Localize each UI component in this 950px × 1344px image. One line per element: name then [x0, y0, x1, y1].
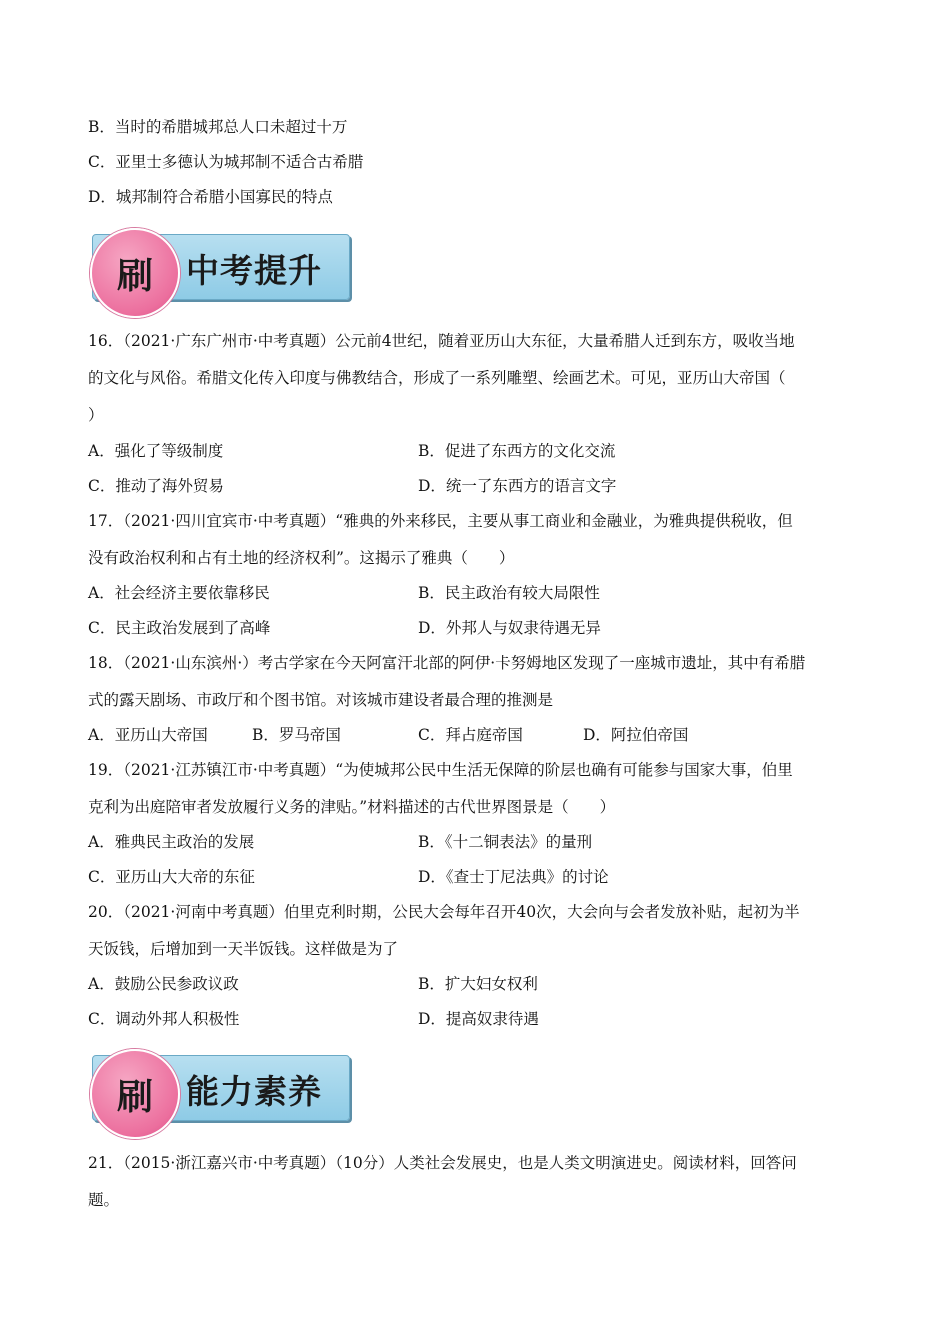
section-banner-nengli: [88, 1053, 350, 1123]
option-c-prev: C．亚里士多德认为城邦制不适合古希腊: [88, 153, 364, 171]
q16-option-c: C．推动了海外贸易: [88, 477, 224, 495]
q18-option-c: C．拜占庭帝国: [418, 726, 523, 744]
q20-option-a: A．鼓励公民参政议政: [88, 975, 239, 993]
question-19-line-2: 克利为出庭陪审者发放履行义务的津贴。”材料描述的古代世界图景是（ ）: [88, 798, 616, 816]
question-21-line-1: 21．（2015·浙江嘉兴市·中考真题）（10分）人类社会发展史，也是人类文明演进史。阅读材料，回答问: [88, 1154, 797, 1172]
question-20-line-1: 20．（2021·河南中考真题）伯里克利时期，公民大会每年召开40次，大会向与会者发放补贴，起初为半: [88, 903, 800, 921]
question-18-line-2: 式的露天剧场、市政厅和个图书馆。对该城市建设者最合理的推测是: [88, 691, 554, 709]
section-title: 能力素养: [186, 1072, 322, 1111]
q18-option-d: D．阿拉伯帝国: [583, 726, 689, 744]
option-d-prev: D．城邦制符合希腊小国寡民的特点: [88, 188, 333, 206]
q20-option-b: B．扩大妇女权利: [418, 975, 538, 993]
question-16-line-3: ）: [88, 406, 104, 424]
question-21-line-2: 题。: [88, 1191, 120, 1209]
q19-option-d: D．《查士丁尼法典》的讨论: [418, 868, 609, 886]
q19-option-b: B．《十二铜表法》的量刑: [418, 833, 593, 851]
q19-option-c: C．亚历山大大帝的东征: [88, 868, 255, 886]
question-19-line-1: 19．（2021·江苏镇江市·中考真题）“为使城邦公民中生活无保障的阶层也确有可能参与国家大事，伯里: [88, 761, 793, 779]
question-16-line-2: 的文化与风俗。希腊文化传入印度与佛教结合，形成了一系列雕塑、绘画艺术。可见，亚历山大帝国（: [88, 369, 786, 387]
q16-option-b: B．促进了东西方的文化交流: [418, 442, 616, 460]
section-banner-zhongkao: [88, 232, 350, 302]
badge-circle: 刷: [90, 228, 180, 318]
q17-option-d: D．外邦人与奴隶待遇无异: [418, 619, 601, 637]
question-20-line-2: 天饭钱，后增加到一天半饭钱。这样做是为了: [88, 940, 399, 958]
q17-option-c: C．民主政治发展到了高峰: [88, 619, 271, 637]
section-title: 中考提升: [186, 251, 322, 290]
q16-option-d: D．统一了东西方的语言文字: [418, 477, 617, 495]
q20-option-d: D．提高奴隶待遇: [418, 1010, 539, 1028]
q18-option-b: B．罗马帝国: [252, 726, 341, 744]
q19-option-a: A．雅典民主政治的发展: [88, 833, 255, 851]
question-17-line-1: 17．（2021·四川宜宾市·中考真题）“雅典的外来移民，主要从事工商业和金融业，为雅典提供税收，但: [88, 512, 793, 530]
q17-option-b: B．民主政治有较大局限性: [418, 584, 600, 602]
question-17-line-2: 没有政治权利和占有土地的经济权利”。这揭示了雅典（ ）: [88, 549, 515, 567]
q20-option-c: C．调动外邦人积极性: [88, 1010, 240, 1028]
q16-option-a: A．强化了等级制度: [88, 442, 224, 460]
question-18-line-1: 18．（2021·山东滨州·）考古学家在今天阿富汗北部的阿伊·卡努姆地区发现了一座城市遗址，其中有希腊: [88, 654, 806, 672]
question-16-line-1: 16．（2021·广东广州市·中考真题）公元前4世纪，随着亚历山大东征，大量希腊人迁到东方，吸收当地: [88, 332, 795, 350]
q18-option-a: A．亚历山大帝国: [88, 726, 208, 744]
q17-option-a: A．社会经济主要依靠移民: [88, 584, 270, 602]
badge-circle: 刷: [90, 1049, 180, 1139]
option-b-prev: B．当时的希腊城邦总人口未超过十万: [88, 118, 348, 136]
